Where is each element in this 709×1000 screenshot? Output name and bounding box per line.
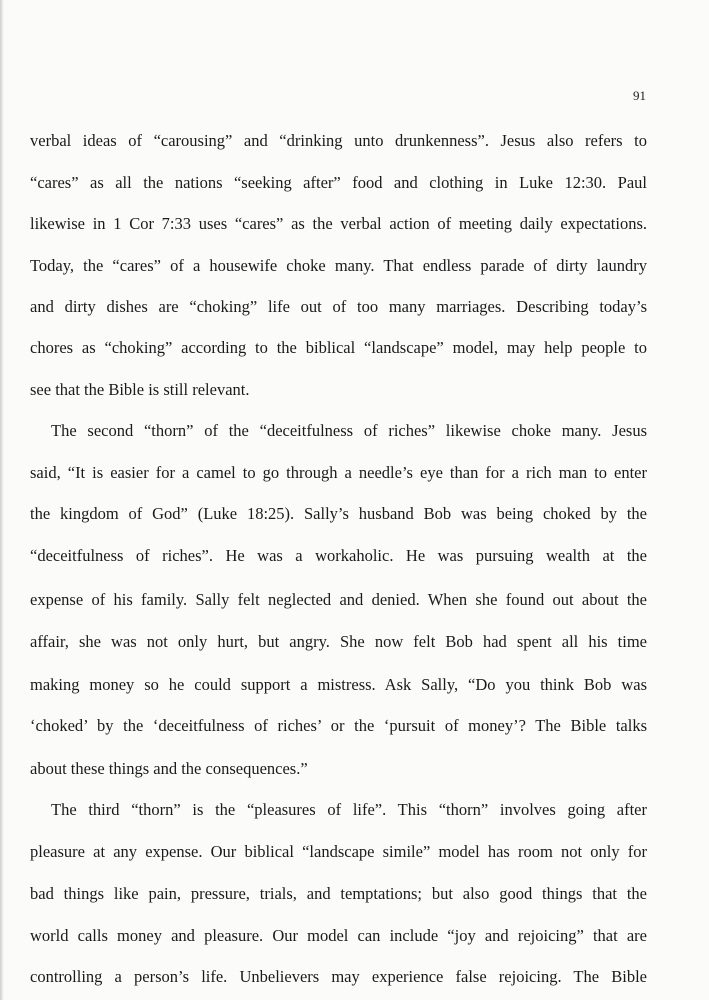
text-line: pleasure at any expense. Our biblical “landscape simile” model has room not only for: [30, 842, 647, 861]
text-line: expense of his family. Sally felt neglected and denied. When she found out about the: [30, 590, 647, 609]
text-line: affair, she was not only hurt, but angry. She now felt Bob had spent all his time: [30, 632, 647, 651]
text-line: ‘choked’ by the ‘deceitfulness of riches’ or the ‘pursuit of money’? The Bible talks: [30, 716, 647, 735]
text-line: The second “thorn” of the “deceitfulness of riches” likewise choke many. Jesus: [51, 421, 647, 440]
text-line: “cares” as all the nations “seeking after” food and clothing in Luke 12:30. Paul: [30, 173, 647, 192]
text-line: Today, the “cares” of a housewife choke many. That endless parade of dirty laundry: [30, 256, 647, 275]
text-line: making money so he could support a mistress. Ask Sally, “Do you think Bob was: [30, 675, 647, 694]
text-line: chores as “choking” according to the biblical “landscape” model, may help people to: [30, 338, 647, 357]
page-number: 91: [633, 88, 646, 103]
text-line: The third “thorn” is the “pleasures of life”. This “thorn” involves going after: [51, 800, 647, 819]
text-line: verbal ideas of “carousing” and “drinking unto drunkenness”. Jesus also refers to: [30, 131, 647, 150]
text-line: “deceitfulness of riches”. He was a workaholic. He was pursuing wealth at the: [30, 546, 647, 565]
text-line: and dirty dishes are “choking” life out of too many marriages. Describing today’s: [30, 297, 647, 316]
text-line: about these things and the consequences.”: [30, 759, 308, 778]
text-line: the kingdom of God” (Luke 18:25). Sally’s husband Bob was being choked by the: [30, 504, 647, 523]
text-line: see that the Bible is still relevant.: [30, 380, 250, 399]
text-line: controlling a person’s life. Unbelievers may experience false rejoicing. The Bible: [30, 967, 647, 986]
page-edge-shadow: [0, 0, 4, 1000]
text-line: said, “It is easier for a camel to go through a needle’s eye than for a rich man to enter: [30, 463, 647, 482]
text-line: world calls money and pleasure. Our model can include “joy and rejoicing” that are: [30, 926, 647, 945]
text-line: bad things like pain, pressure, trials, and temptations; but also good things that the: [30, 884, 647, 903]
text-line: likewise in 1 Cor 7:33 uses “cares” as the verbal action of meeting daily expectations.: [30, 214, 647, 233]
